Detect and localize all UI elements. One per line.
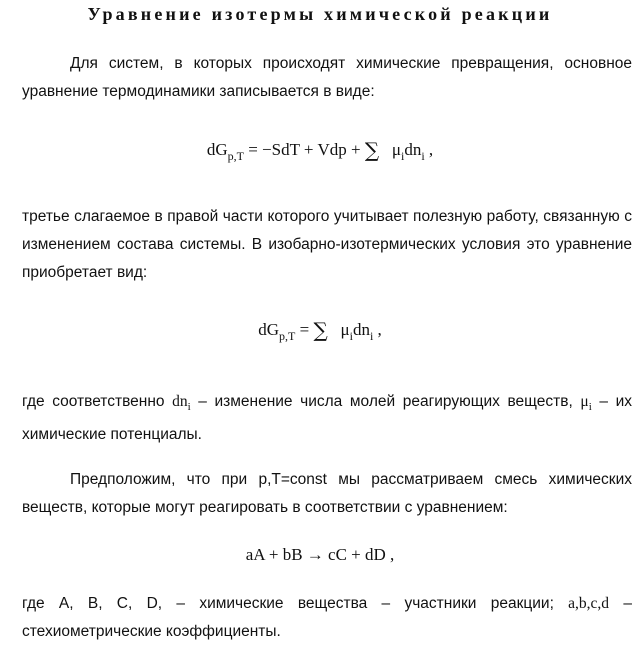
formula-end: , (424, 140, 434, 159)
formula-reaction-equation: aA + bB → cC + dD , (245, 545, 395, 564)
dn-subscript: i (187, 401, 191, 414)
paragraph-definitions (22, 388, 632, 449)
reactants-text-start: где A, B, C, D, – химические вещества – участники реакции; (22, 595, 569, 612)
formula-terms: = (295, 320, 314, 339)
mu-subscript: i (400, 149, 405, 163)
dn-subscript: i (421, 149, 425, 163)
dn-term: dn (172, 393, 188, 410)
stoichiometric-coefficients: a,b,c,d (568, 595, 610, 612)
paragraph-assumption: Предположим, что при p,T=const мы рассматриваем смесь химических веществ, которые могут реагировать в соответствии с уравнением: (22, 471, 632, 516)
formula-lhs-subscript: p,T (227, 149, 244, 163)
definitions-text-start: где соответственно (22, 393, 173, 410)
formula-lhs: dG (206, 140, 228, 159)
paragraph-intro: Для систем, в которых происходят химические превращения, основное уравнение термодинамики записывается в виде: (22, 55, 632, 100)
dn-term: dn (404, 140, 422, 159)
mu-subscript: i (349, 329, 353, 343)
formula-lhs: dG (258, 320, 279, 339)
dn-term: dn (352, 320, 370, 339)
paragraph-explanation: третье слагаемое в правой части которого учитывает полезную работу, связанную с изменением состава системы. В изобарно-изотермических условия это уравнение приобретает вид: (22, 208, 632, 281)
definitions-text-end: – их химические потенциалы. (22, 393, 632, 444)
mu-symbol: μ (580, 393, 589, 410)
reactants-text-end: – стехиометрические коэффициенты. (22, 595, 632, 640)
formula-lhs-subscript: p,T (279, 329, 296, 343)
paragraph-reactants (22, 590, 632, 646)
page-title: Уравнение изотермы химической реакции (87, 4, 553, 24)
mu-symbol: μ (340, 320, 350, 339)
mu-symbol: μ (391, 140, 401, 159)
sum-symbol: ∑ (313, 318, 328, 342)
formula-fundamental-equation (0, 138, 640, 164)
mu-subscript: i (588, 401, 592, 414)
formula-end: , (373, 320, 382, 339)
formula-isobaric-equation (0, 318, 640, 344)
sum-symbol: ∑ (364, 138, 380, 162)
formula-terms: = −SdT + Vdp + (243, 140, 365, 159)
dn-subscript: i (369, 329, 374, 343)
definitions-text-middle: – изменение числа молей реагирующих веществ, (190, 393, 581, 410)
